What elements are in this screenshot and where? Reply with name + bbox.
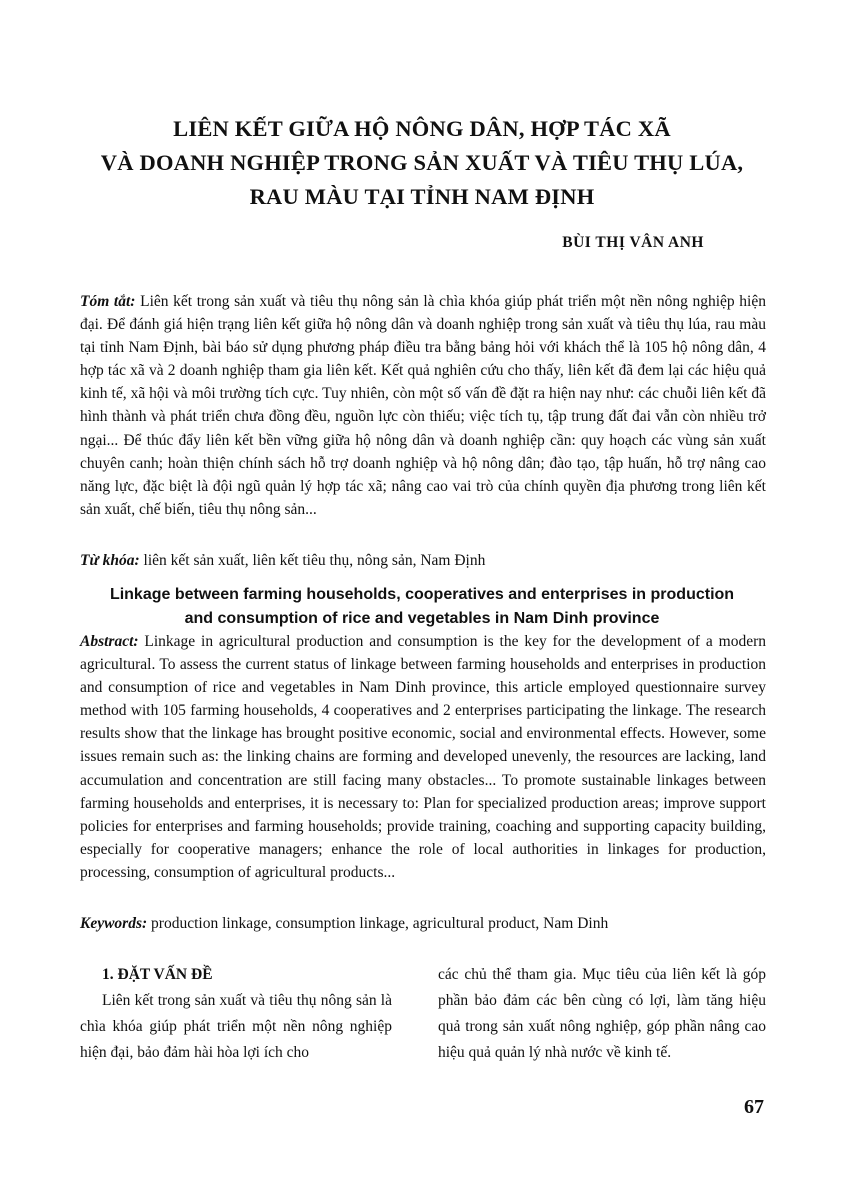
title-line-1: LIÊN KẾT GIỮA HỘ NÔNG DÂN, HỢP TÁC XÃ <box>173 116 671 141</box>
vietnamese-abstract-text: Liên kết trong sản xuất và tiêu thụ nông sản là chìa khóa giúp phát triển một nền nông nghiệp hiện đại. Để đánh giá hiện trạng liên kết giữa hộ nông dân và doanh nghiệp trong sản xuất và tiêu thụ lúa, rau màu tại tỉnh Nam Định, bài báo sử dụng phương pháp điều tra bằng bảng hỏi với khách thể là 105 hộ nông dân, 4 hợp tác xã và 2 doanh nghiệp tham gia liên kết. Kết quả nghiên cứu cho thấy, liên kết đã đem lại các hiệu quả kinh tế, xã hội và môi trường tích cực. Tuy nhiên, còn một số vấn đề đặt ra hiện nay như: các chuỗi liên kết đã hình thành và phát triển chưa đồng đều, nguồn lực còn thiếu; việc tích tụ, tập trung đất đai vẫn còn nhiều trở ngại... Để thúc đẩy liên kết bền vững giữa hộ nông dân và doanh nghiệp cần: quy hoạch các vùng sản xuất chuyên canh; hoàn thiện chính sách hỗ trợ doanh nghiệp và hộ nông dân; đào tạo, tập huấn, hỗ trợ nâng cao năng lực, đặc biệt là đội ngũ quản lý hợp tác xã; nâng cao vai trò của chính quyền địa phương trong liên kết sản xuất, chế biến, tiêu thụ nông sản... <box>80 293 766 518</box>
english-abstract-text: Linkage in agricultural production and consumption is the key for the development of a modern agricultural. To assess the current status of linkage between farming households and enterprises in production and consumption of rice and vegetables in Nam Dinh province, this article employed questionnaire survey method with 105 farming households, 4 cooperatives and 2 enterprises participating the linkage. The research results show that the linkage has brought positive economic, social and environmental effects. However, some issues remain such as: the linking chains are forming and developed unevenly, the resources are lacking, land accumulation and concentration are still facing many obstacles... To promote sustainable linkages between farming households and enterprises, it is necessary to: Plan for specialized production areas; improve support policies for enterprises and farming households; provide training, coaching and supporting capacity building, especially for cooperative managers; enhance the role of local authorities in linkages for production, processing, consumption of agricultural products... <box>80 633 766 881</box>
author-name: BÙI THỊ VÂN ANH <box>562 234 704 251</box>
body-column-right <box>438 962 766 1066</box>
vietnamese-keywords-text: liên kết sản xuất, liên kết tiêu thụ, nông sản, Nam Định <box>139 552 486 569</box>
body-column-left <box>80 962 392 1066</box>
english-keywords-text: production linkage, consumption linkage, agricultural product, Nam Dinh <box>147 915 609 932</box>
english-abstract <box>80 630 766 884</box>
section-heading: 1. ĐẶT VẤN ĐỀ <box>102 966 213 983</box>
body-paragraph-right: các chủ thể tham gia. Mục tiêu của liên kết là góp phần bảo đảm các bên cùng có lợi, làm tăng hiệu quả trong sản xuất nông nghiệp, góp phần nâng cao hiệu quả quản lý nhà nước về kinh tế. <box>438 966 766 1061</box>
vietnamese-keywords <box>80 549 766 572</box>
vietnamese-abstract <box>80 290 766 521</box>
english-abstract-label: Abstract: <box>80 633 139 650</box>
title-line-3: RAU MÀU TẠI TỈNH NAM ĐỊNH <box>249 184 595 209</box>
title-line-2: VÀ DOANH NGHIỆP TRONG SẢN XUẤT VÀ TIÊU THỤ LÚA, <box>100 150 744 175</box>
english-title-line-1: Linkage between farming households, cooperatives and enterprises in production <box>109 586 735 603</box>
body-paragraph-left: Liên kết trong sản xuất và tiêu thụ nông sản là chìa khóa giúp phát triển một nền nông nghiệp hiện đại, bảo đảm hài hòa lợi ích cho <box>80 992 392 1061</box>
vietnamese-keywords-label: Từ khóa: <box>80 552 140 569</box>
english-keywords <box>80 912 766 935</box>
english-title <box>60 583 784 630</box>
page-number: 67 <box>744 1096 764 1118</box>
english-title-line-2: and consumption of rice and vegetables in Nam Dinh province <box>184 609 660 627</box>
article-title <box>60 112 784 214</box>
vietnamese-abstract-label: Tóm tắt: <box>80 293 136 310</box>
english-keywords-label: Keywords: <box>80 915 148 932</box>
